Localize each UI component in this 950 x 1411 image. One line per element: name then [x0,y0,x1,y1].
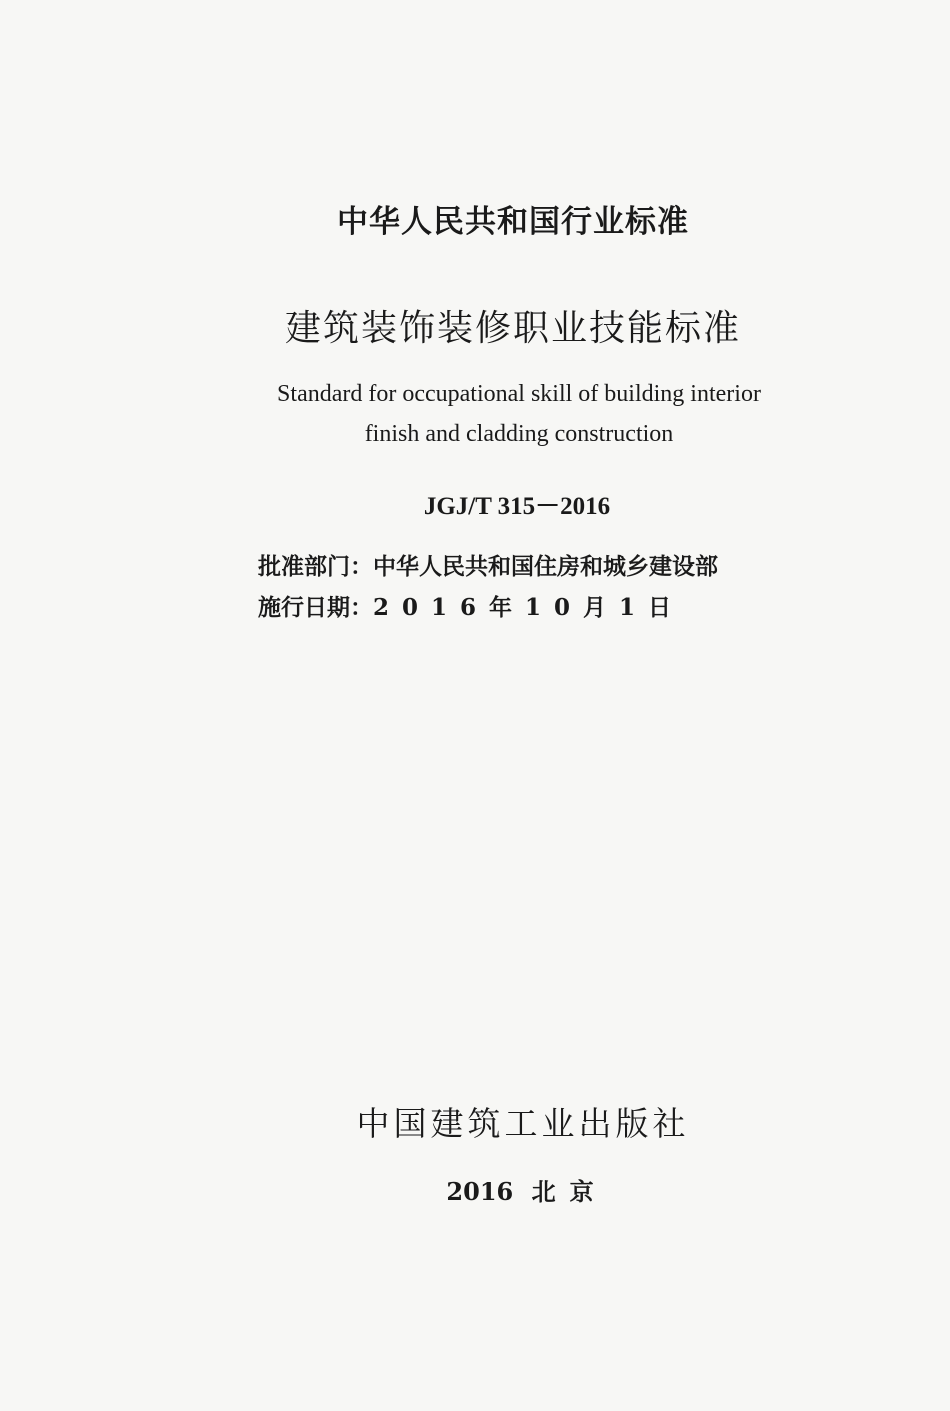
effective-date [258,589,684,622]
approval-value: 中华人民共和国住房和城乡建设部 [373,554,718,580]
approval-department [258,548,718,581]
publication-year: 2016 [446,1177,514,1206]
publication-city: 北京 [531,1177,608,1206]
effective-value: 2016年10月1日 [373,594,685,621]
publisher-name: 中国建筑工业出版社 [356,1104,690,1143]
document-title-chinese: 建筑装饰装修职业技能标准 [284,308,741,349]
standard-category: 中华人民共和国行业标准 [337,204,689,240]
document-title-english-line1: Standard for occupational skill of building interior [277,381,761,407]
publication-place [52,1172,950,1207]
approval-label: 批准部门： [258,554,373,580]
effective-label: 施行日期： [258,595,373,621]
document-title-english-line2: finish and cladding construction [364,421,674,447]
standard-code: JGJ/T 315－2016 [423,493,611,520]
